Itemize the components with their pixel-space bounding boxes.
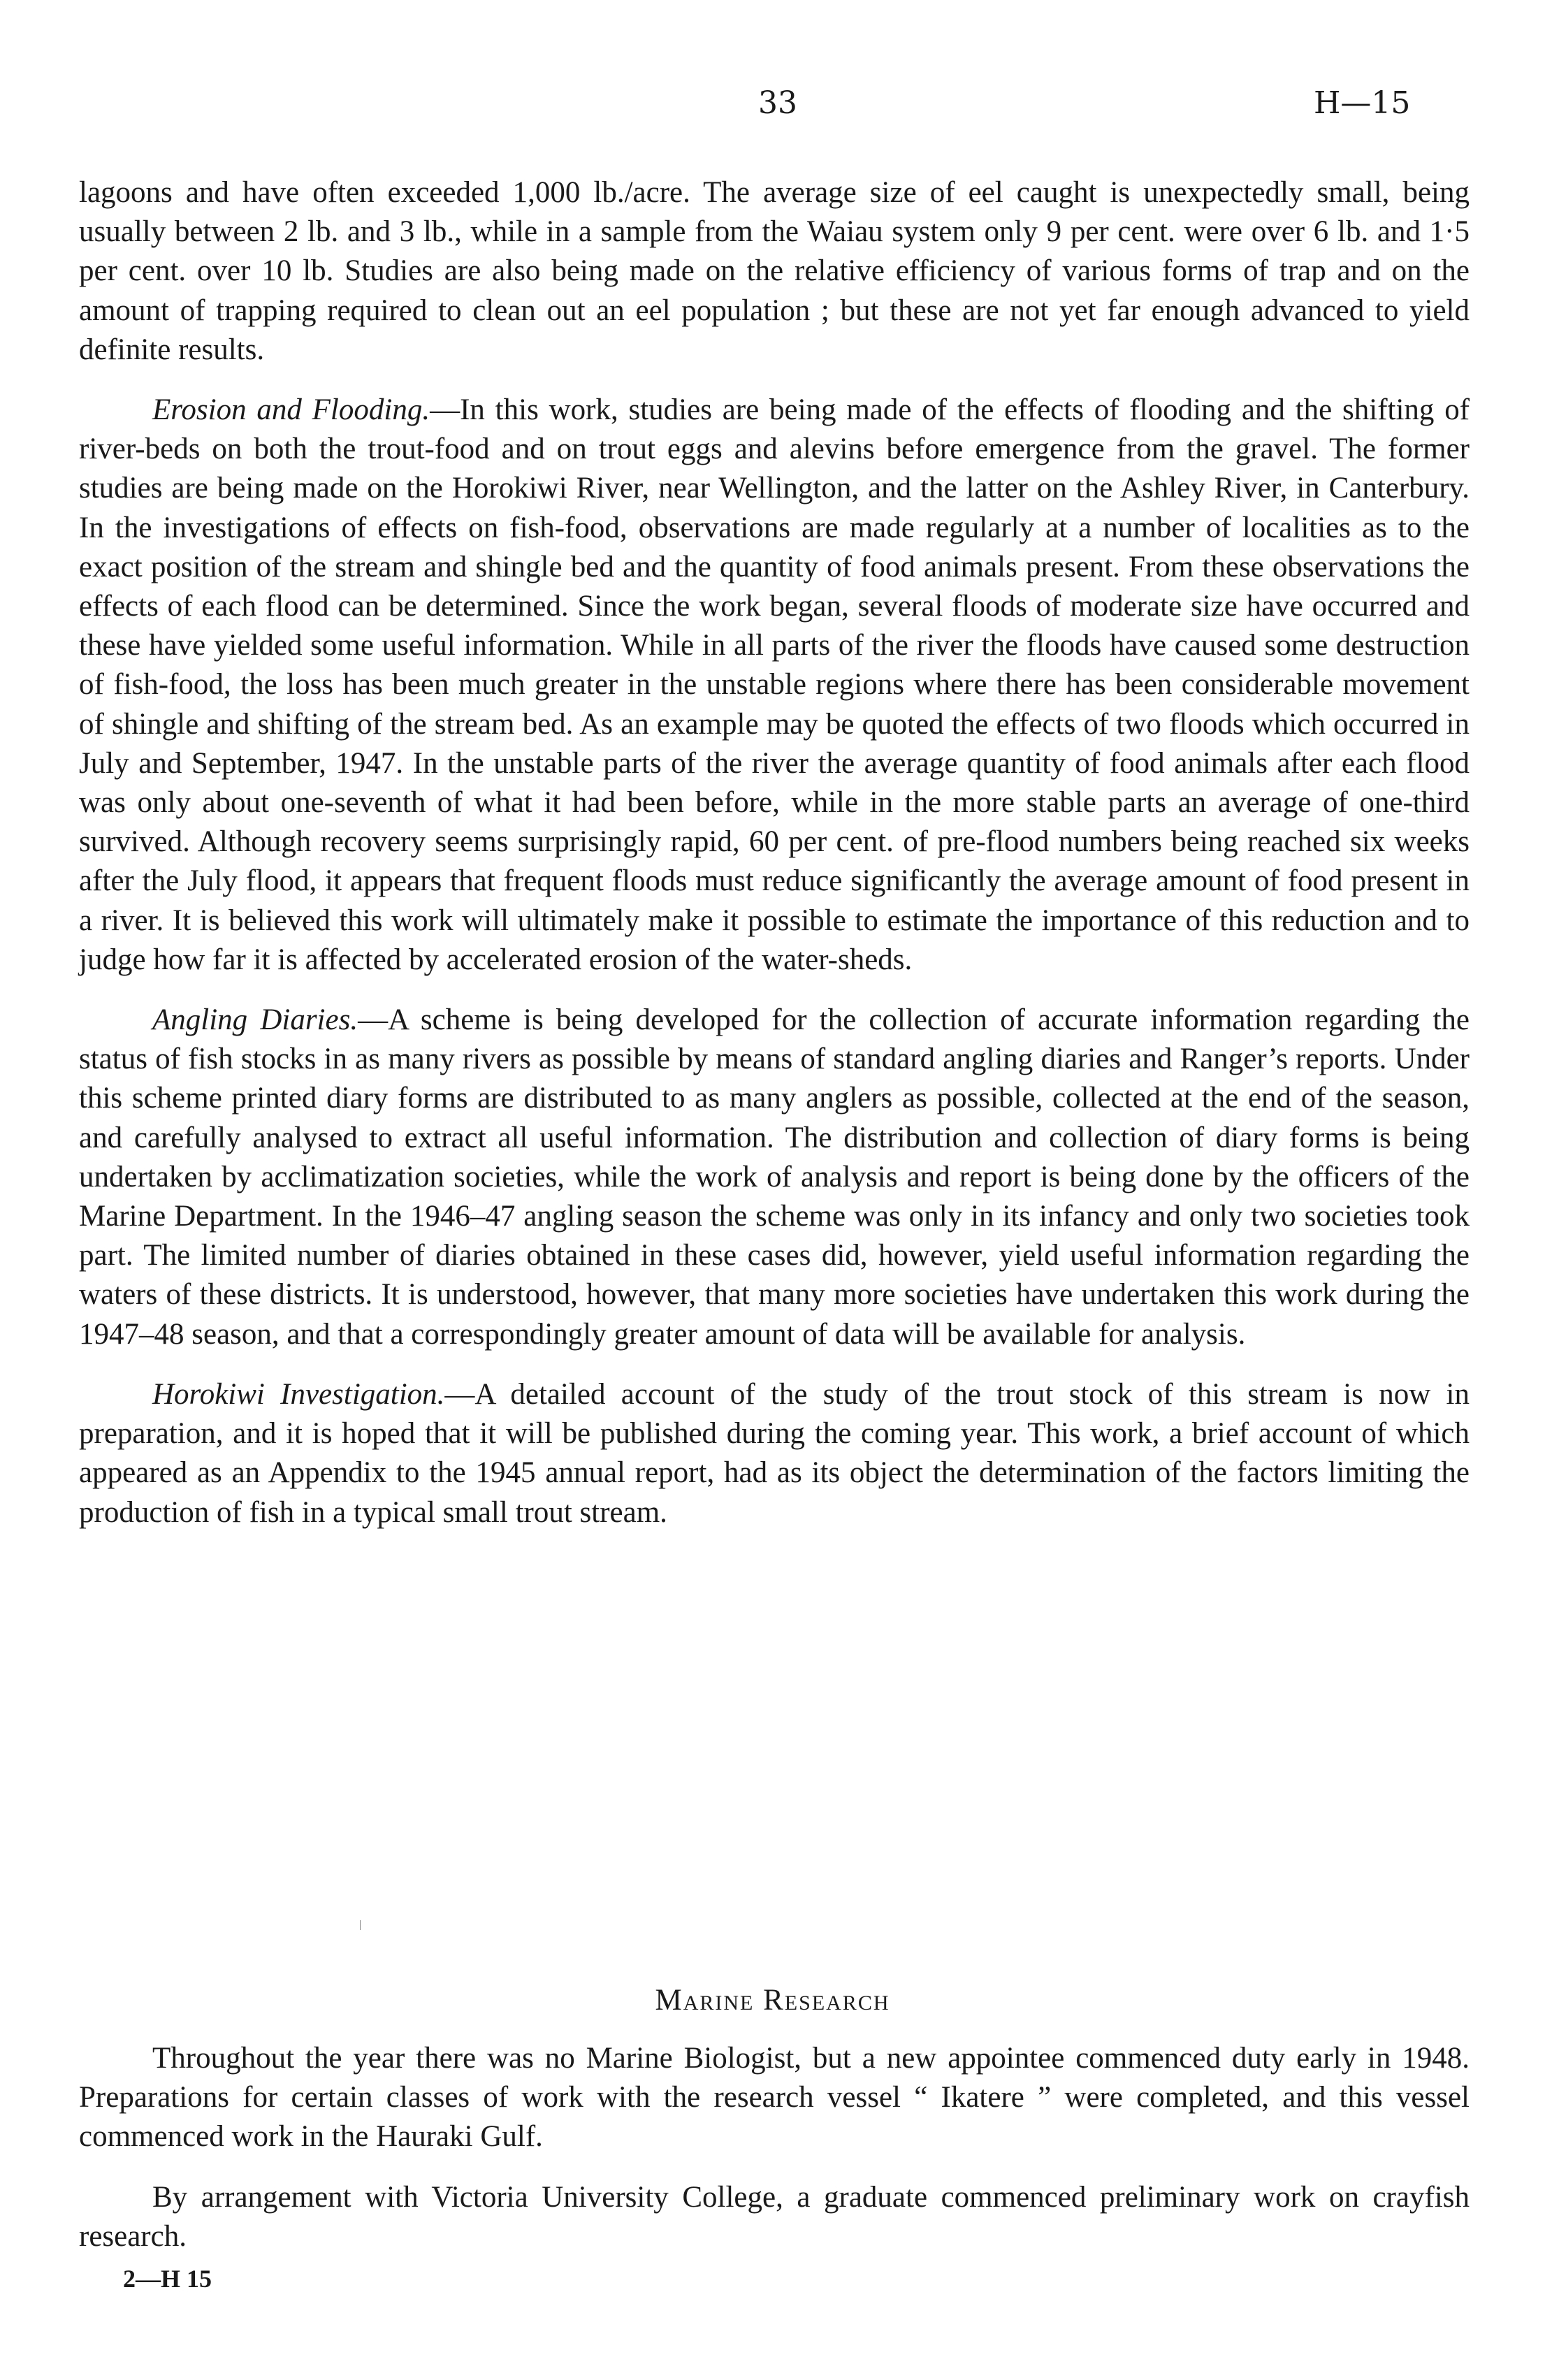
marine-research-text (79, 2039, 1470, 2256)
section-heading-marine-research: Marine Research (655, 1984, 890, 2017)
section-divider (360, 1920, 361, 1930)
paragraph-heading: Erosion and Flooding. (152, 393, 430, 427)
paragraph-text: lagoons and have often exceeded 1,000 lb./acre. The average size of eel caught is unexpectedly small, being usually between 2 lb. and 3 lb., while in a sample from the Waiau system only 9 per cent. were over 6 lb. and 1·5 per cent. over 10 lb. Studies are also being made on the relative efficiency of various forms of trap and on the amount of trapping required to clean out an eel population ; but these are not yet far enough advanced to yield definite results. (79, 176, 1470, 366)
page-number: 33 (758, 85, 797, 121)
paragraph-text: —A scheme is being developed for the collection of accurate information regarding the status of fish stocks in as many rivers as possible by means of standard angling diaries and Ranger’s reports. Under this scheme printed diary forms are distributed to as many anglers as possible, collected at the end of the season, and carefully analysed to extract all useful information. The distribution and collection of diary forms is being undertaken by acclimatization societies, while the work of analysis and report is being done by the officers of the Marine Department. In the 1946–47 angling season the scheme was only in its infancy and only two societies took part. The limited number of diaries obtained in these cases did, however, yield useful information regarding the waters of these districts. It is understood, however, that many more societies have undertaken this work during the 1947–48 season, and that a correspondingly greater amount of data will be available for analysis. (79, 1003, 1470, 1351)
paragraph-erosion-flooding (79, 391, 1470, 980)
paragraph-marine-biologist: Throughout the year there was no Marine Biologist, but a new appointee commenced duty early in 1948. Preparations for certain classes of work with the research vessel “ Ikatere ” were completed, and this vessel commenced work in the Hauraki Gulf. (79, 2042, 1470, 2154)
paragraph-eel-continuation (79, 173, 1470, 370)
paragraph-crayfish-research: By arrangement with Victoria University College, a graduate commenced preliminary work on crayfish research. (79, 2180, 1470, 2253)
paragraph-angling-diaries (79, 1001, 1470, 1354)
body-text (79, 173, 1470, 1532)
paragraph-text: —In this work, studies are being made of the effects of flooding and the shifting of river-beds on both the trout-food and on trout eggs and alevins before emergence from the gravel. The former studies are being made on the Horokiwi River, near Wellington, and the latter on the Ashley River, in Canterbury. In the investigations of effects on fish-food, observations are made regularly at a number of localities as to the exact position of the stream and shingle bed and the quantity of food animals present. From these observations the effects of each flood can be determined. Since the work began, several floods of moderate size have occurred and these have yielded some useful information. While in all parts of the river the floods have caused some destruction of fish-food, the loss has been much greater in the unstable regions where there has been considerable movement of shingle and shifting of the stream bed. As an example may be quoted the effects of two floods which occurred in July and September, 1947. In the unstable parts of the river the average quantity of food animals after each flood was only about one-seventh of what it had been before, while in the more stable parts an average of one-third survived. Although recovery seems surprisingly rapid, 60 per cent. of pre-flood numbers being reached six weeks after the July flood, it appears that frequent floods must reduce significantly the average amount of food present in a river. It is believed this work will ultimately make it possible to estimate the importance of this reduction and to judge how far it is affected by accelerated erosion of the water-sheds. (79, 393, 1470, 976)
paragraph-text: —A detailed account of the study of the trout stock of this stream is now in preparation, and it is hoped that it will be published during the coming year. This work, a brief account of which appeared as an Appendix to the 1945 annual report, had as its object the determination of the factors limiting the production of fish in a typical small trout stream. (79, 1377, 1470, 1529)
paragraph-horokiwi-investigation (79, 1375, 1470, 1532)
paragraph-heading: Angling Diaries. (152, 1003, 358, 1037)
paragraph-heading: Horokiwi Investigation. (152, 1377, 445, 1411)
page-header (0, 85, 1545, 127)
document-reference: H—15 (1314, 85, 1411, 121)
signature-mark: 2—H 15 (123, 2265, 212, 2293)
